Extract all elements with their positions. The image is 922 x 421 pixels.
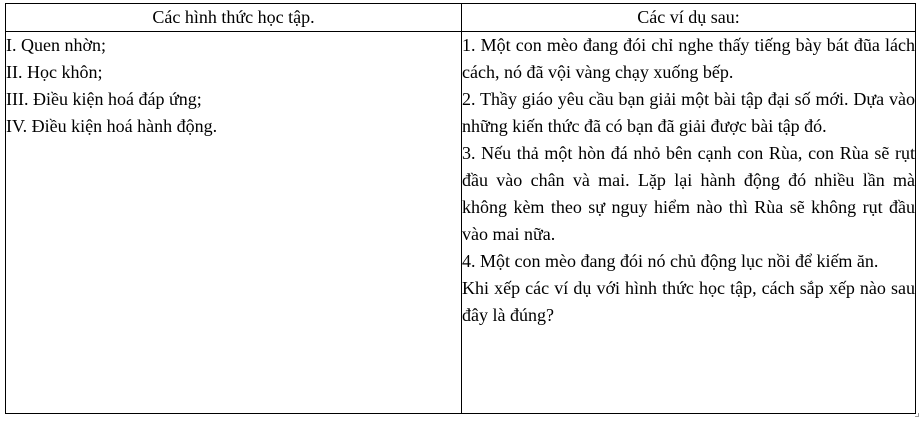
question-text: Khi xếp các ví dụ với hình thức học tập, cách sắp xếp nào sau đây là đúng? xyxy=(462,278,915,325)
learning-form-item: I. Quen nhờn; xyxy=(6,35,107,55)
example-item: 4. Một con mèo đang đói nó chủ động lục nồi để kiếm ăn. xyxy=(462,251,879,271)
table-header-row xyxy=(6,4,916,32)
header-learning-forms: Các hình thức học tập. xyxy=(6,4,462,32)
example-item: 1. Một con mèo đang đói chỉ nghe thấy tiếng bày bát đũa lách cách, nó đã vội vàng chạy xuống bếp. xyxy=(462,35,915,82)
learning-forms-table xyxy=(5,3,916,414)
table-body-row xyxy=(6,32,916,414)
learning-form-item: III. Điều kiện hoá đáp ứng; xyxy=(6,89,202,109)
learning-form-item: II. Học khôn; xyxy=(6,62,103,82)
examples-list xyxy=(462,32,915,275)
examples-cell xyxy=(462,32,916,414)
learning-forms-cell xyxy=(6,32,462,414)
learning-form-item: IV. Điều kiện hoá hành động. xyxy=(6,116,218,136)
header-examples: Các ví dụ sau: xyxy=(462,4,916,32)
learning-forms-list xyxy=(6,32,461,140)
example-item: 3. Nếu thả một hòn đá nhỏ bên cạnh con Rùa, con Rùa sẽ rụt đầu vào chân và mai. Lặp lại hành động đó nhiều lần mà không kèm theo sự nguy hiểm nào thì Rùa sẽ không rụt đầu vào mai nữa. xyxy=(462,143,915,244)
page-corner-mark xyxy=(915,413,919,417)
example-item: 2. Thầy giáo yêu cầu bạn giải một bài tập đại số mới. Dựa vào những kiến thức đã có bạn đã giải được bài tập đó. xyxy=(462,89,915,136)
